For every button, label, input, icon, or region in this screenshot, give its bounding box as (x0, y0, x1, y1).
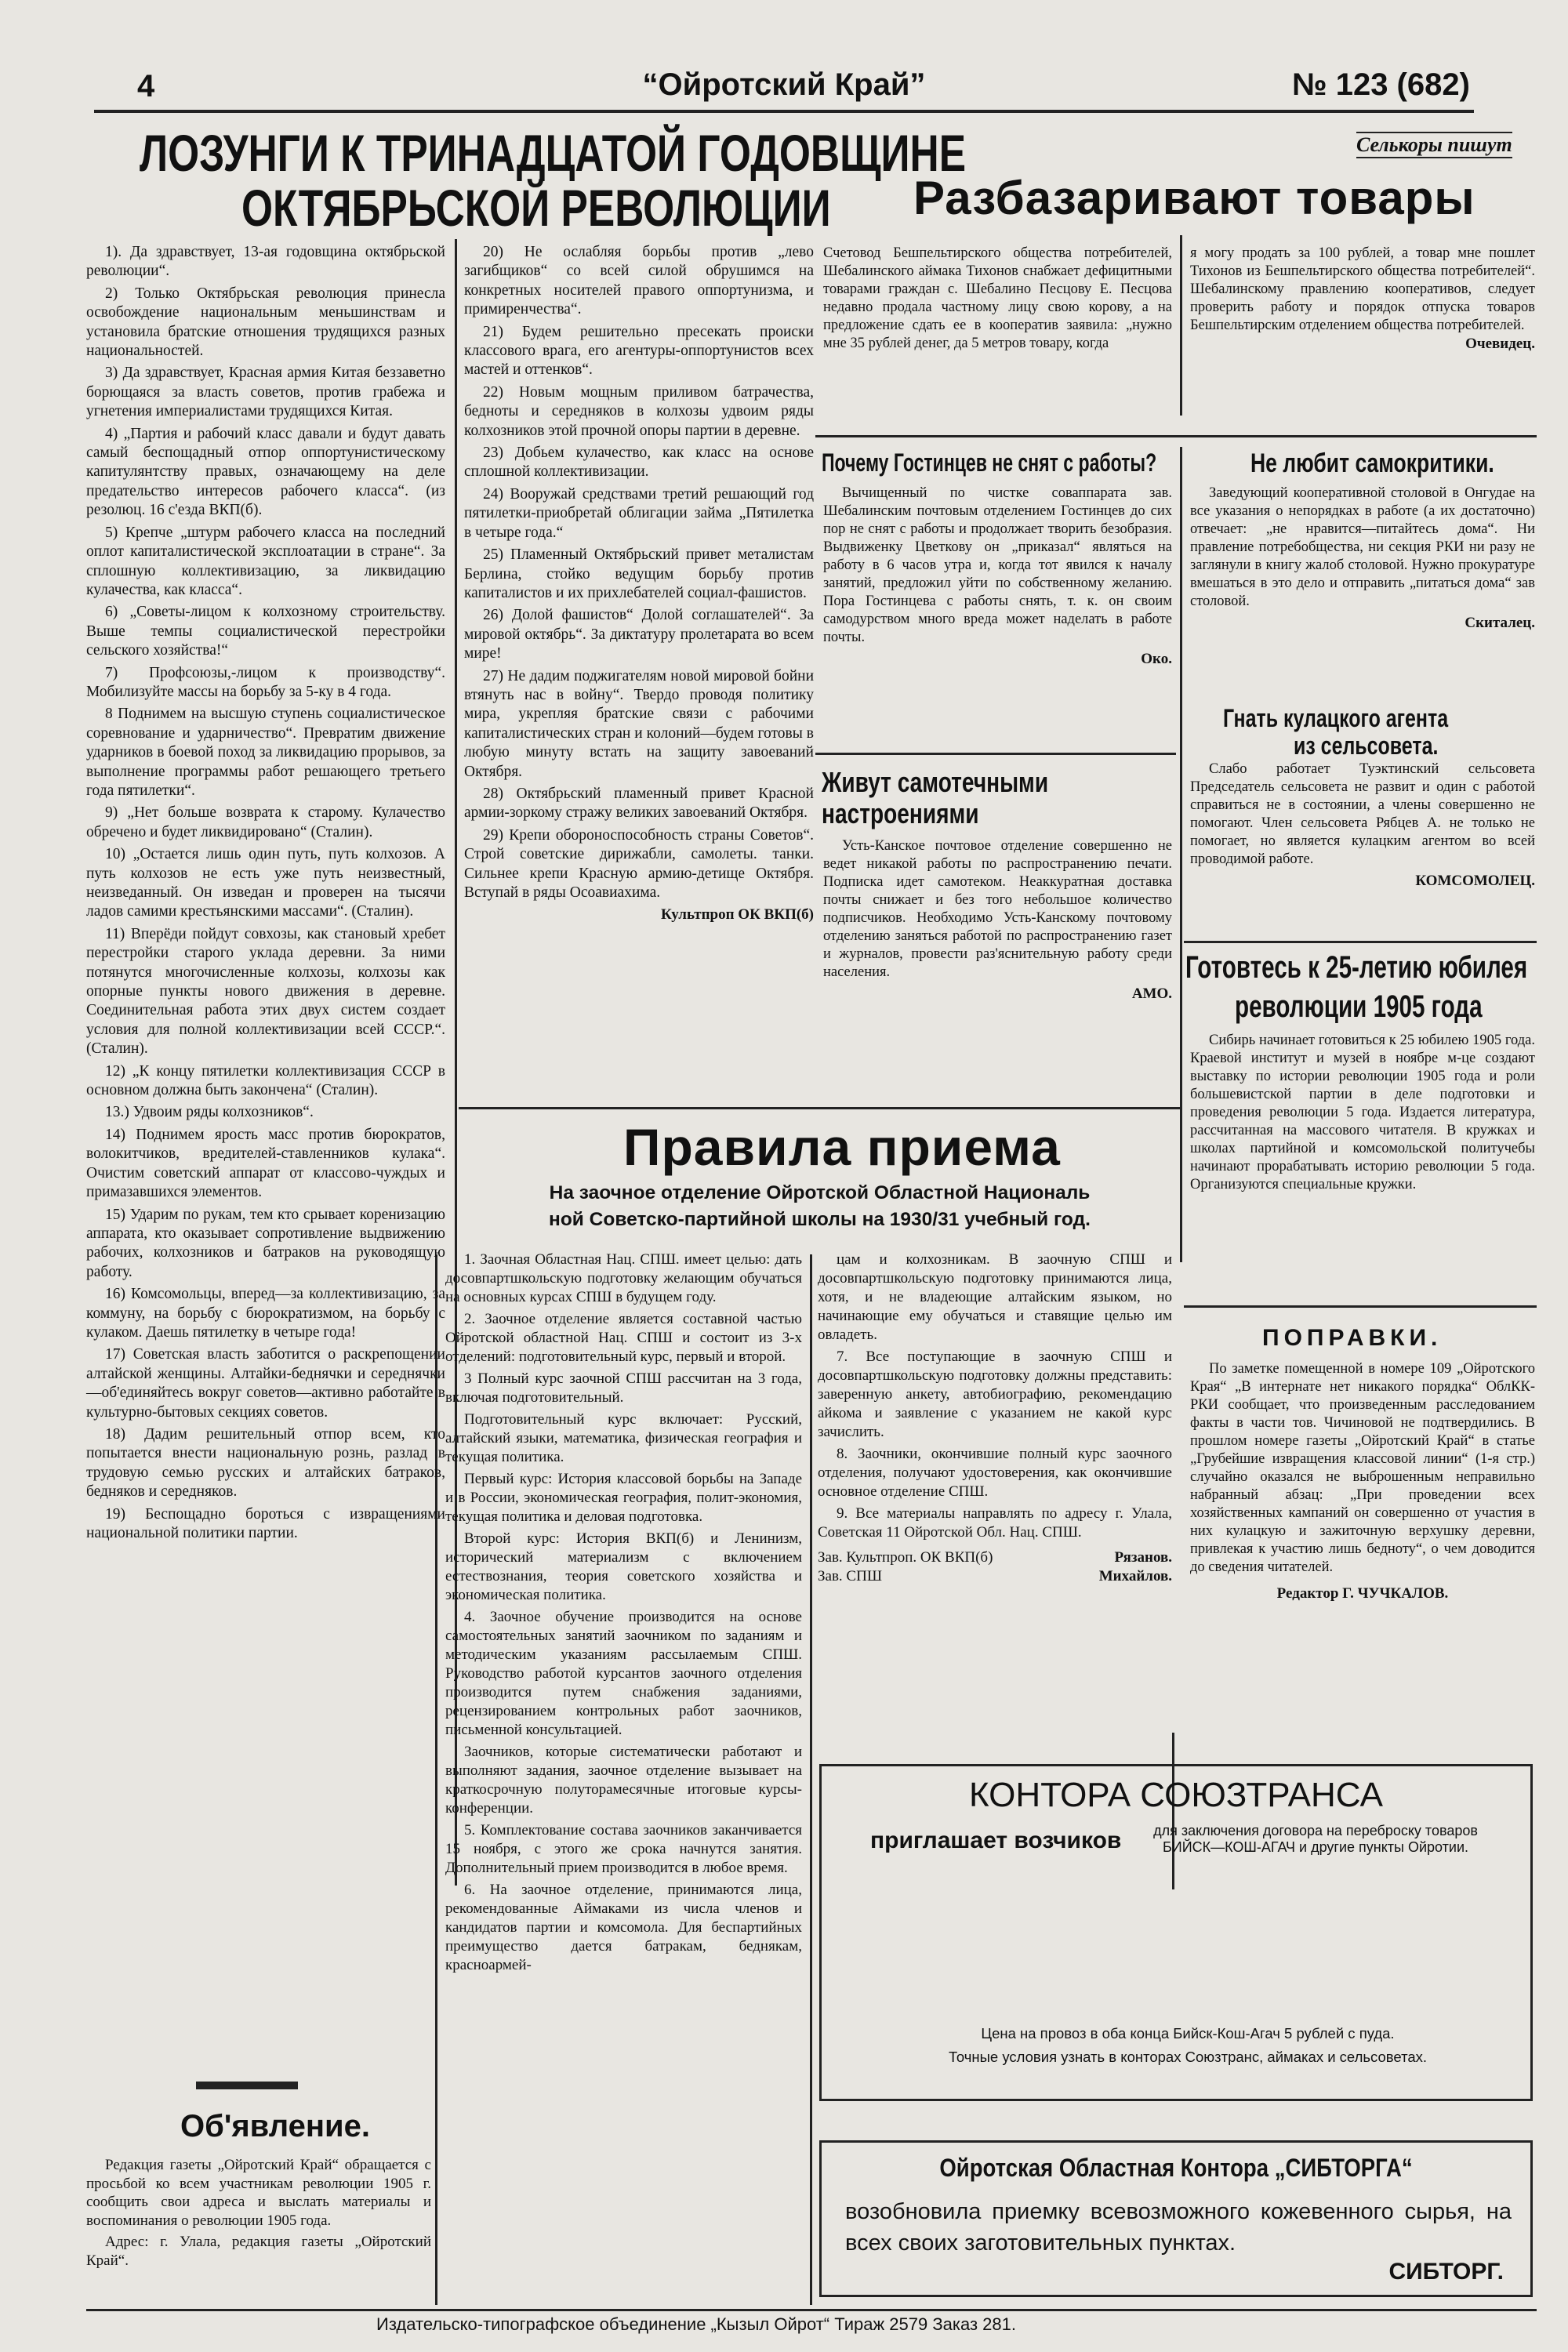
rules-sig2-name: Михайлов. (1098, 1568, 1172, 1584)
kulak-body (1190, 760, 1535, 890)
selkor-left: Счетовод Бешпельтирского общества потребителей, Шебалинского аймака Тихонов снабжает дефицитными товарами граждан с. Шебалино Песцову Е. Песцова недавно продала частному лицу свою корову, а на предложение сдать ее в кооператив заявила: „нужно мне 35 рублей денег, да 5 метров товару, когда (823, 245, 1172, 351)
kulak-title-line1: Гнать кулацкого агента (1223, 704, 1449, 732)
rules-title: Правила приема (623, 1118, 1061, 1176)
samotek-body (823, 837, 1172, 1003)
slogans-column-2 (464, 243, 814, 925)
selkor-label: Селькоры пишут (1356, 132, 1512, 158)
samotek-text: Усть-Канское почтовое отделение совершенно не ведет никакой работы по распространению печати. Подписка идет самотеком. Неаккуратная доставка почты снижает и без того небольшое количество подписчиков. Необходимо Усть-Канскому почтовому отделению заняться работой по распространению газет и журналов, провести раз'яснительную работу среди населения. (823, 838, 1172, 980)
rules-subtitle-line1: На заочное отделение Ойротской Областной Националь (549, 1182, 1091, 1203)
slogan-item: 12) „К концу пятилетки коллективизация СССР в основном должна быть закончена“ (Сталин). (86, 1062, 445, 1099)
sibtorg-signature: СИБТОРГ. (1388, 2259, 1504, 2285)
slogan-item: 4) „Партия и рабочий класс давали и будут давать самый беспощадный отпор оппортунистическому капитулянтству правых, означающему на деле предательство интересов рабочего класса“. (из резолюц. 16 с'езда ВКП(б). (86, 425, 445, 519)
kulak-title-line2: из сельсовета. (1294, 731, 1439, 760)
rule-jubilee (1184, 1305, 1537, 1308)
rules-sig1-role: Зав. Культпроп. ОК ВКП(б) (818, 1549, 993, 1566)
announcement-bar (196, 2082, 298, 2089)
samokritika-body (1190, 485, 1535, 632)
rules-item: 6. На заочное отделение, принимаются лица, рекомендованные Аймаками из числа членов и кандидатов партии и комсомола. Для беспартийных преимущество дается батракам, беднякам, красноармей- (445, 1882, 802, 1973)
slogan-item: 21) Будем решительно пресекать происки классового врага, его агентуры-оппортунистов всех мастей и оттенков“. (464, 323, 814, 379)
column-rule-6 (1180, 235, 1182, 416)
rule-gostintsev (815, 753, 1176, 755)
announcement-text: Редакция газеты „Ойротский Край“ обращается с просьбой ко всем участникам революции 1905 г. сообщить свои адреса и выслать материалы и воспоминания о революции 1905 года. (86, 2157, 431, 2229)
slogan-item: 26) Долой фашистов“ Долой соглашателей“. За мировой октябрь“. За диктатуру пролетарата во всем мире! (464, 607, 814, 662)
jubilee-body (1190, 1032, 1535, 1197)
slogan-item: 24) Вооружай средствами третий решающий год пятилетки-приобретай облигации займа „Пятилетка в четыре года.“ (464, 485, 814, 541)
selkor-right (1190, 245, 1535, 353)
gostintsev-body (823, 485, 1172, 668)
rules-item: цам и колхозникам. В заочную СПШ и досовпартшкольскую подготовку принимаются лица, хотя, и не владеющие алтайским языком, но начинающие ему обучаться и ставящие целью им овладеть. (818, 1251, 1172, 1343)
samotek-signature: АМО. (1131, 985, 1172, 1002)
rules-subtitle-line2: ной Советско-партийной школы на 1930/31 учебный год. (549, 1209, 1091, 1230)
slogans-column-1 (86, 243, 445, 1546)
slogan-item: 19) Беспощадно бороться с извращениями национальной политики партии. (86, 1505, 445, 1541)
rules-sig1-name: Рязанов. (1114, 1549, 1172, 1566)
slogan-item: 18) Дадим решительный отпор всем, кто попытается внести национальную рознь, разлад в трудовую семью русских и алтайских батраков, бедняков и середняков. (86, 1425, 445, 1501)
slogan-item: 8 Поднимем на высшую ступень социалистическое соревнование и ударничество“. Превратим движение ударников в боевой поход за ликвидацию прорывов, за выполнение программы работ решающего третьего года пятилетки“. (86, 706, 445, 799)
slogan-item: 7) Профсоюзы,-лицом к производству“. Мобилизуйте массы на борьбу за 5-ку в 4 года. (86, 664, 445, 700)
sibtorg-title: Ойротская Областная Контора „СИБТОРГА“ (939, 2154, 1413, 2182)
announcement-address: Адрес: г. Улала, редакция газеты „Ойротский Край“. (86, 2234, 431, 2269)
soyuztrans-title: КОНТОРА СОЮЗТРАНСА (969, 1776, 1383, 1814)
popravki-editor: Редактор Г. ЧУЧКАЛОВ. (1276, 1585, 1449, 1602)
soyuztrans-invite: приглашает возчиков (870, 1828, 1122, 1853)
slogan-item: 1). Да здравствует, 13-ая годовщина октябрьской революции“. (86, 244, 445, 280)
slogan-item: 5) Крепче „штурм рабочего класса на последний оплот капиталистической эксплоатации в стране“. За сплошную коллективизацию, за ликвидацию кулачества, как класса“. (86, 524, 445, 598)
rules-item: 2. Заочное отделение является составной частью Ойротской областной Нац. СПШ и состоит из 3-х отделений: подготовительный курс, первый и второй. (445, 1311, 802, 1365)
slogan-item: 17) Советская власть заботится о раскрепощении алтайской женщины. Алтайки-беднячки и середнячки—об'единяйтесь вокруг советов—активно работайте в культурно-бытовых секциях советов. (86, 1346, 445, 1421)
jubilee-text: Сибирь начинает готовиться к 25 юбилею 1905 года. Краевой институт и музей в ноябре м-це создают выставку по истории революции 1905 года и роли большевистской партии в деле подготовки и проведения революции 5 года. Издается литература, рассчитанная на массового читателя. В кружках и школах партийной и комсомольской политучебы начинают прорабатывать историю революции 5 года. Организуются специальные кружки. (1190, 1033, 1535, 1192)
slogan-item: 13.) Удвоим ряды колхозников“. (105, 1104, 314, 1121)
rules-item: 3 Полный курс заочной СПШ рассчитан на 3 года, включая подготовительный. (445, 1370, 802, 1406)
issue-number: № 123 (682) (1292, 67, 1470, 102)
samotek-title: Живут самотечными настроениями (822, 766, 1049, 829)
slogan-item: 11) Вперёди пойдут совхозы, как становый хребет перестройки старого уклада деревни. За ними потянутся многочисленные колхозы, колхозы как опорные пункты нового движения в деревне. Соединительная работа этих двух систем создает условия для полной коллективизации всей СССР.“. (Сталин). (86, 925, 445, 1058)
rules-item: Заочников, которые систематически работают и выполняют задания, заочное отделение вызывает на краткосрочную полуторамесячные итоговые курсы-конференции. (445, 1744, 802, 1817)
jubilee-title-line2: революции 1905 года (1235, 989, 1483, 1024)
slogan-item: 28) Октябрьский пламенный привет Красной армии-зоркому стражу великих завоеваний Октября. (464, 785, 814, 822)
samokritika-text: Заведующий кооперативной столовой в Онгудае на все указания о непорядках в работе (а их достаточно) отвечает: „не нравится—питайтесь дома“. Ни правление потребобщества, ни секция РКИ ни разу не заглянули в книгу жалоб столовой. Нужно прокуратуре вмешаться в это дело и отправить „питаться дома“ зав столовой. (1190, 485, 1535, 609)
footer-imprint: Издательско-типографское объединение „Кызыл Ойрот“ Тираж 2579 Заказ 281. (376, 2314, 1016, 2334)
kulak-signature: КОМСОМОЛЕЦ. (1415, 873, 1535, 889)
newspaper-title: “Ойротский Край” (642, 67, 926, 102)
gostintsev-signature: Око. (1141, 651, 1172, 667)
popravki-body (1190, 1360, 1535, 1602)
slogan-item: 15) Ударим по рукам, тем кто срывает коренизацию аппарата, кто оказывает сопротивление выдвижению рабочих, колхозников и батраков на руководящую работу. (86, 1206, 445, 1280)
selkor-title: Разбазаривают товары (913, 172, 1475, 224)
masthead-rule (94, 110, 1474, 113)
column-rule-4 (1180, 447, 1182, 1262)
slogans-title-line1: ЛОЗУНГИ К ТРИНАДЦАТОЙ ГОДОВЩИНЕ (140, 124, 967, 182)
slogan-item: 23) Добьем кулачество, как класс на основе сплошной коллективизации. (464, 445, 814, 481)
slogan-item: 25) Пламенный Октябрьский привет металистам Берлина, стойко ведущим борьбу против капиталистов и их прихлебателей социал-фашистов. (464, 546, 814, 601)
rules-item: 4. Заочное обучение производится на основе самостоятельных занятий заочником по заданиям и методическим указаниям рассылаемым СПШ. Руководство работой курсантов заочного отделения производится путем снабжения заданиями, рецензированием контрольных работ заочников, письменной консультацией. (445, 1609, 802, 1738)
slogan-item: 10) „Остается лишь один путь, путь колхозов. А путь колхозов не есть уже путь неизвестный, неизведанный. Он изведан и проверен на тысячи ладов самими крестьянскими массами“. (Сталин). (86, 846, 445, 920)
slogan-item: 22) Новым мощным приливом батрачества, бедноты и середняков в колхозы удвоим ряды колхозников этой прочной опоры партии в деревне. (464, 383, 814, 439)
selkor-right-text: я могу продать за 100 рублей, а товар мне пошлет Тихонов из Бешпельтирского общества потребителей“. Шебалинскому правлению кооперативов, следует проверить работу и порядок отпуска товаров Бешпельтирским отделением общества потребителей. (1190, 245, 1535, 333)
rules-signature-row-2 (818, 1567, 1172, 1586)
jubilee-title-line1: Готовтесь к 25-летию юбилея (1185, 950, 1528, 985)
popravki-text: По заметке помещенной в номере 109 „Ойротского Края“ „В интернате нет никакого порядка“ ОблКК-РКИ сообщает, что произведенным расследованием факты в части тов. Чичиновой не подтвердились. В прошлом номере газеты „Ойротский Край“ в статье „Грубейшие извращения классовой линии“ (1-я стр.) случайно оказался не выброшенным неправильно набранный абзац: „При проведении всех хозяйственных кампаний он совершенно от участия в них кулацкую и зажиточную верхушку деревни, привлекая к участию лишь бедноту“, о чем доводится до сведения читателей. (1190, 1361, 1535, 1575)
slogan-item: 16) Комсомольцы, вперед—за коллективизацию, за коммуну, на борьбу с бюрократизмом, на борьбу с кулаком. Даешь пятилетку в четыре года! (86, 1286, 445, 1341)
announcement-body (86, 2156, 431, 2273)
rules-column-1 (445, 1250, 802, 1978)
page-number: 4 (137, 69, 155, 103)
rules-signature-row-1 (818, 1548, 1172, 1567)
slogans-signature: Культпроп ОК ВКП(б) (660, 906, 814, 924)
slogan-item: 14) Поднимем ярость масс против бюрократов, волокитчиков, вредителей-ставленников кулака“. Очистим советский аппарат от классово-чуждых и примазавшихся элементов. (86, 1126, 445, 1201)
slogan-item: 3) Да здравствует, Красная армия Китая беззаветно борющаяся за власть советов, против грабежа и угнетения империалистами трудящихся Китая. (86, 365, 445, 420)
rules-sig2-role: Зав. СПШ (818, 1568, 882, 1584)
rule-kulak (1184, 941, 1537, 943)
rules-item: Первый курс: История классовой борьбы на Западе и в России, экономическая география, полит-экономия, текущая политика и деловая подготовка. (445, 1471, 802, 1525)
soyuztrans-price: Цена на провоз в оба конца Бийск-Кош-Агач 5 рублей с пуда. (981, 2025, 1395, 2042)
selkor-signature: Очевидец. (1465, 336, 1535, 352)
sibtorg-ad (819, 2140, 1533, 2297)
rules-item: 5. Комплектование состава заочников заканчивается 15 ноября, с этого же срока начнутся занятия. Дополнительный прием производится в любое время. (445, 1822, 802, 1876)
popravki-title: ПОПРАВКИ. (1262, 1325, 1443, 1351)
announcement-title: Об'явление. (180, 2109, 370, 2143)
sibtorg-text: возобновила приемку всевозможного кожевенного сырья, на всех своих заготовительных пунктах. (845, 2199, 1512, 2256)
slogans-title-line2: ОКТЯБРЬСКОЙ РЕВОЛЮЦИИ (241, 179, 831, 237)
rules-item: 8. Заочники, окончившие полный курс заочного отделения, получают удостоверения, как окончившие основное отделение СПШ. (818, 1446, 1172, 1500)
rules-column-2 (818, 1250, 1172, 1586)
footer-rule (86, 2309, 1537, 2311)
soyuztrans-ad (819, 1764, 1533, 2101)
samokritika-signature: Скиталец. (1465, 615, 1535, 631)
rules-item: Подготовительный курс включает: Русский, алтайский языки, математика, физическая география и текущая политика. (445, 1411, 802, 1465)
soyuztrans-details: Точные условия узнать в конторах Союзтранс, аймаках и сельсоветах. (949, 2049, 1428, 2065)
slogan-item: 9) „Нет больше возврата к старому. Кулачество обречено и будет ликвидировано“ (Сталин). (86, 804, 445, 840)
column-rule-3 (810, 1254, 812, 2305)
kulak-text: Слабо работает Туэктинский сельсовета Председатель сельсовета не развит и один с работой справиться не в состоянии, а члены совершенно не помогают. Член сельсовета Рябцев А. не только не помогает, но является кулацким агентом во всей проводимой работе. (1190, 761, 1535, 867)
rules-item: 7. Все поступающие в заочную СПШ и досовпартшкольскую подготовку должны представить: заверенную анкету, автобиографию, рекомендацию айкома и заявление с указанием не какой курс зачислить. (818, 1348, 1172, 1440)
gostintsev-text: Вычищенный по чистке соваппарата зав. Шебалинским почтовым отделением Гостинцев до сих пор не снят с работы и продолжает творить безобразия. Выдвиженку Цветкову он „приказал“ являться на работу в 6 часов утра и, когда тот явился к началу занятий, предложил уйти по собственному желанию. Пора Гостинцева с работы снять, т. к. он своим самодурством много вреда может наделать в работе почты. (823, 485, 1172, 645)
gostintsev-title: Почему Гостинцев не снят с работы? (822, 448, 1157, 477)
rules-item: 9. Все материалы направлять по адресу г. Улала, Советская 11 Ойротской Обл. Нац. СПШ. (818, 1505, 1172, 1541)
rules-item: Второй курс: История ВКП(б) и Ленинизм, исторический материализм с включением естествознания, теория советского хозяйства и экономическая политика. (445, 1530, 802, 1603)
rule-selkor (815, 435, 1537, 437)
slogan-item: 20) Не ослабляя борьбы против „лево загибщиков“ со всей силой обрушимся на конкретных носителей правого оппортунизма, и примиренчества“. (464, 244, 814, 318)
rules-item: 1. Заочная Областная Нац. СПШ. имеет целью: дать досовпартшкольскую подготовку желающим обучаться на основных курсах СПШ в будущем году. (445, 1251, 802, 1305)
slogan-item: 27) Не дадим поджигателям новой мировой бойни втянуть нас в войну“. Твердо проводя политику мира, укрепляя братские связи с рабочими капиталистических стран и колоний—будем готовы в любую минуту встать на защиту завоеваний Октября. (464, 667, 814, 780)
slogan-item: 6) „Советы-лицом к колхозному строительству. Выше темпы социалистической перестройки сельского хозяйства!“ (86, 604, 445, 659)
rule-rules-top (459, 1107, 1180, 1109)
slogan-item: 29) Крепи обороноспособность страны Советов“. Строй советские дирижабли, самолеты. танки. Сильнее крепи Красную армию-детище Октября. Вступай в ряды Осоавиахима. (464, 826, 814, 901)
soyuztrans-invite-detail: для заключения договора на переброску товаров БИЙСК—КОШ-АГАЧ и другие пункты Ойротии. (1153, 1823, 1478, 1855)
slogan-item: 2) Только Октябрьская революция принесла освобождение национальным меньшинствам и установила братские отношения трудящихся разных национальностей. (86, 285, 445, 360)
samokritika-title: Не любит самокритики. (1250, 448, 1494, 478)
